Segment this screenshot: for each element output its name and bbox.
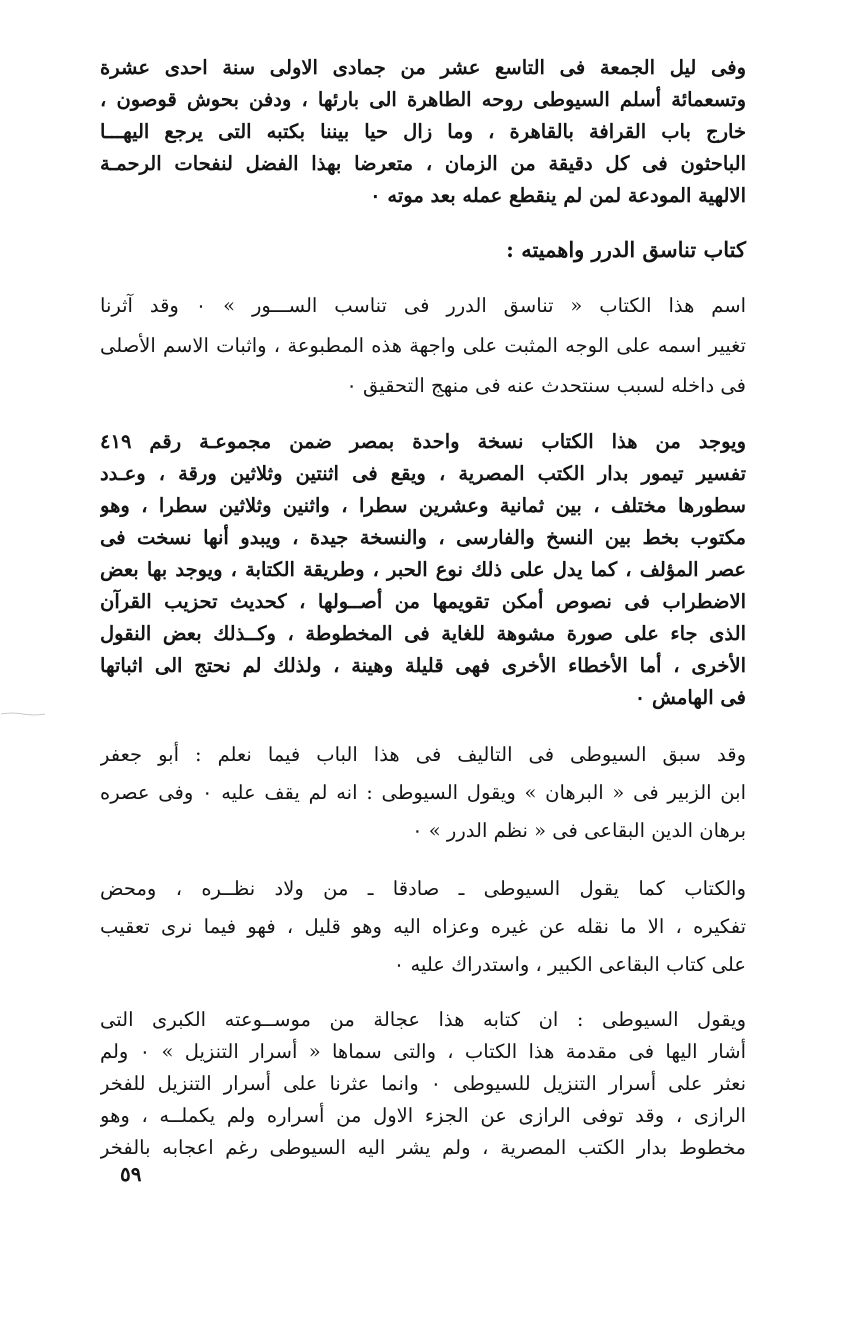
text-line: الاضطراب فى نصوص أمكن تقويمها من أصــولها ، كحديث تحزيب القرآن [100,590,746,613]
text-line: ويقول السيوطى : ان كتابه هذا عجالة من موســوعته الكبرى التى [100,1008,746,1031]
text-line: فى الهامش ٠ [634,686,746,709]
text-line: مكتوب بخط بين النسخ والفارسى ، والنسخة جيدة ، ويبدو أنها نسخت فى [100,526,746,549]
text-line: عصر المؤلف ، كما يدل على ذلك نوع الحبر ، وطريقة الكتابة ، ويوجد بها بعض [100,558,746,581]
text-line: الباحثون فى كل دقيقة من الزمان ، متعرضا بهذا الفضل لنفحات الرحمـة [100,152,746,175]
text-line: ويوجد من هذا الكتاب نسخة واحدة بمصر ضمن مجموعـة رقم ٤١٩ [100,430,746,453]
text-line: ابن الزبير فى « البرهان » ويقول السيوطى : انه لم يقف عليه ٠ وفى عصره [100,781,746,804]
text-line: برهان الدين البقاعى فى « نظم الدرر » ٠ [412,819,746,842]
text-line: سطورها مختلف ، بين ثمانية وعشرين سطرا ، واثنين وثلاثين سطرا ، وهو [100,494,746,517]
paragraph-encyclopedia [100,1004,746,1164]
text-line: الذى جاء على صورة مشوهة للغاية فى المخطوطة ، وكــذلك بعض النقول [100,622,746,645]
page-body [100,52,746,1164]
text-line: فى داخله لسبب سنتحدث عنه فى منهج التحقيق ٠ [346,374,746,397]
section-heading: كتاب تناسق الدرر واهميته : [506,237,746,262]
text-line: وتسعمائة أسلم السيوطى روحه الطاهرة الى بارئها ، ودفن بحوش قوصون ، [100,88,746,111]
text-line: وفى ليل الجمعة فى التاسع عشر من جمادى الاولى سنة احدى عشرة [100,56,746,79]
text-line: مخطوط بدار الكتب المصرية ، ولم يشر اليه السيوطى رغم اعجابه بالفخر [100,1136,746,1159]
text-line: والكتاب كما يقول السيوطى ـ صادقا ـ من ولاد نظــره ، ومحض [100,877,746,900]
text-line: وقد سبق السيوطى فى التاليف فى هذا الباب فيما نعلم : أبو جعفر [100,743,746,766]
text-line: على كتاب البقاعى الكبير ، واستدراك عليه ٠ [393,953,746,976]
text-line: تفسير تيمور بدار الكتب المصرية ، ويقع فى اثنتين وثلاثين ورقة ، وعـدد [100,462,746,485]
text-line: اسم هذا الكتاب « تناسق الدرر فى تناسب الســـور » ٠ وقد آثرنا [100,294,746,317]
text-line: الرازى ، وقد توفى الرازى عن الجزء الاول من أسراره ولم يكملــه ، وهو [100,1104,746,1127]
paragraph-death-of-suyuti [100,52,746,212]
paragraph-book-name [100,286,746,406]
text-line: تغيير اسمه على الوجه المثبت على واجهة هذه المطبوعة ، واثبات الاسم الأصلى [100,334,746,357]
page-number: ٥٩ [120,1162,142,1186]
text-line: الالهية المودعة لمن لم ينقطع عمله بعد موته ٠ [370,184,746,207]
paragraph-precedence [100,736,746,850]
text-line: أشار اليها فى مقدمة هذا الكتاب ، والتى سماها « أسرار التنزيل » ٠ ولم [100,1040,746,1063]
text-line: الأخرى ، أما الأخطاء الأخرى فهى قليلة وهينة ، ولذلك لم نحتج الى اثباتها [100,654,746,677]
text-line: نعثر على أسرار التنزيل للسيوطى ٠ وانما عثرنا على أسرار التنزيل للفخر [100,1072,746,1095]
paragraph-originality [100,870,746,984]
text-line: تفكيره ، الا ما نقله عن غيره وعزاه اليه وهو قليل ، فهو فيما نرى تعقيب [100,915,746,938]
paragraph-manuscript [100,426,746,714]
text-line: خارج باب القرافة بالقاهرة ، وما زال حيا بيننا بكتبه التى يرجع اليهـــا [100,120,746,143]
scan-speck [0,712,46,716]
